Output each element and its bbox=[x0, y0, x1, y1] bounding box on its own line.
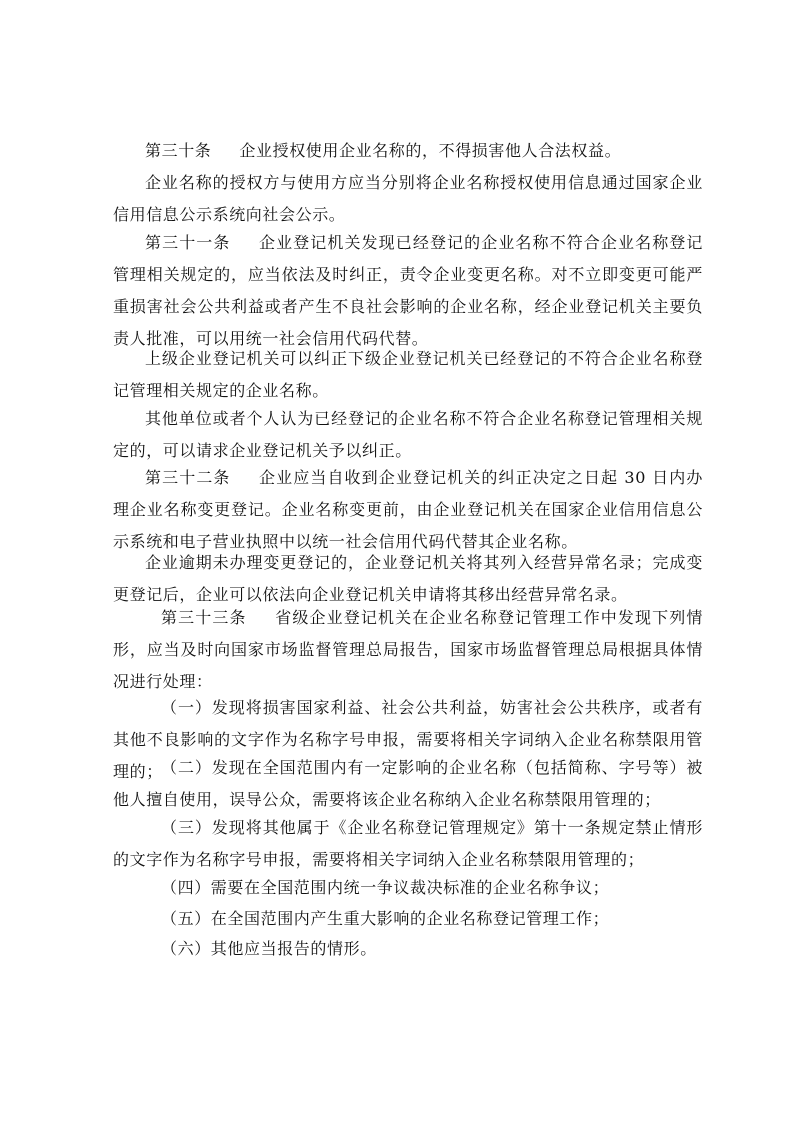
paragraph: 其他单位或者个人认为已经登记的企业名称不符合企业名称登记管理相关规定的，可以请求企业登记机关予以纠正。 bbox=[113, 409, 703, 460]
list-item: （六）其他应当报告的情形。 bbox=[161, 939, 377, 958]
article-text: 企业登记机关发现已经登记的企业名称不符合企业名称登记管理相关规定的，应当依法及时纠正，责令企业变更名称。对不立即变更可能严重损害社会公共利益或者产生不良社会影响的企业名称，经企业登记机关主要负责人批准，可以用统一社会信用代码代替。 bbox=[113, 233, 703, 348]
article-33 bbox=[113, 602, 703, 698]
article-text: 省级企业登记机关在企业名称登记管理工作中发现下列情形，应当及时向国家市场监督管理总局报告，国家市场监督管理总局根据具体情况进行处理： bbox=[113, 608, 703, 691]
paragraph: 上级企业登记机关可以纠正下级企业登记机关已经登记的不符合企业名称登记管理相关规定的企业名称。 bbox=[113, 349, 703, 400]
article-text: 企业应当自收到企业登记机关的纠正决定之日起 30 日内办理企业名称变更登记。企业名称变更前，由企业登记机关在国家企业信用信息公示系统和电子营业执照中以统一社会信用代码代替其企业名称。 bbox=[113, 468, 703, 551]
article-32 bbox=[113, 462, 703, 558]
paragraph: 企业名称的授权方与使用方应当分别将企业名称授权使用信息通过国家企业信用信息公示系统向社会公示。 bbox=[113, 173, 703, 224]
paragraph: 企业逾期未办理变更登记的，企业登记机关将其列入经营异常名录；完成变更登记后，企业可以依法向企业登记机关申请将其移出经营异常名录。 bbox=[113, 553, 703, 604]
article-text: 企业授权使用企业名称的，不得损害他人合法权益。 bbox=[239, 141, 622, 160]
list-item: （四）需要在全国范围内统一争议裁决标准的企业名称争议； bbox=[161, 878, 610, 897]
article-label: 第三十条 bbox=[145, 141, 212, 160]
article-30 bbox=[113, 135, 703, 167]
article-31 bbox=[113, 227, 703, 355]
article-label: 第三十二条 bbox=[145, 468, 231, 487]
article-label: 第三十三条 bbox=[161, 608, 247, 627]
list-item: （一）发现将损害国家利益、社会公共利益，妨害社会公共秩序，或者有其他不良影响的文字作为名称字号申报，需要将相关字词纳入企业名称禁限用管理的； bbox=[113, 698, 703, 781]
list-item: （三）发现将其他属于《企业名称登记管理规定》第十一条规定禁止情形的文字作为名称字号申报，需要将相关字词纳入企业名称禁限用管理的； bbox=[113, 818, 703, 869]
list-item: （五）在全国范围内产生重大影响的企业名称登记管理工作； bbox=[161, 909, 610, 928]
article-label: 第三十一条 bbox=[145, 233, 231, 252]
list-item: （二）发现在全国范围内有一定影响的企业名称（包括简称、字号等）被他人擅自使用，误导公众，需要将该企业名称纳入企业名称禁限用管理的； bbox=[113, 758, 703, 809]
